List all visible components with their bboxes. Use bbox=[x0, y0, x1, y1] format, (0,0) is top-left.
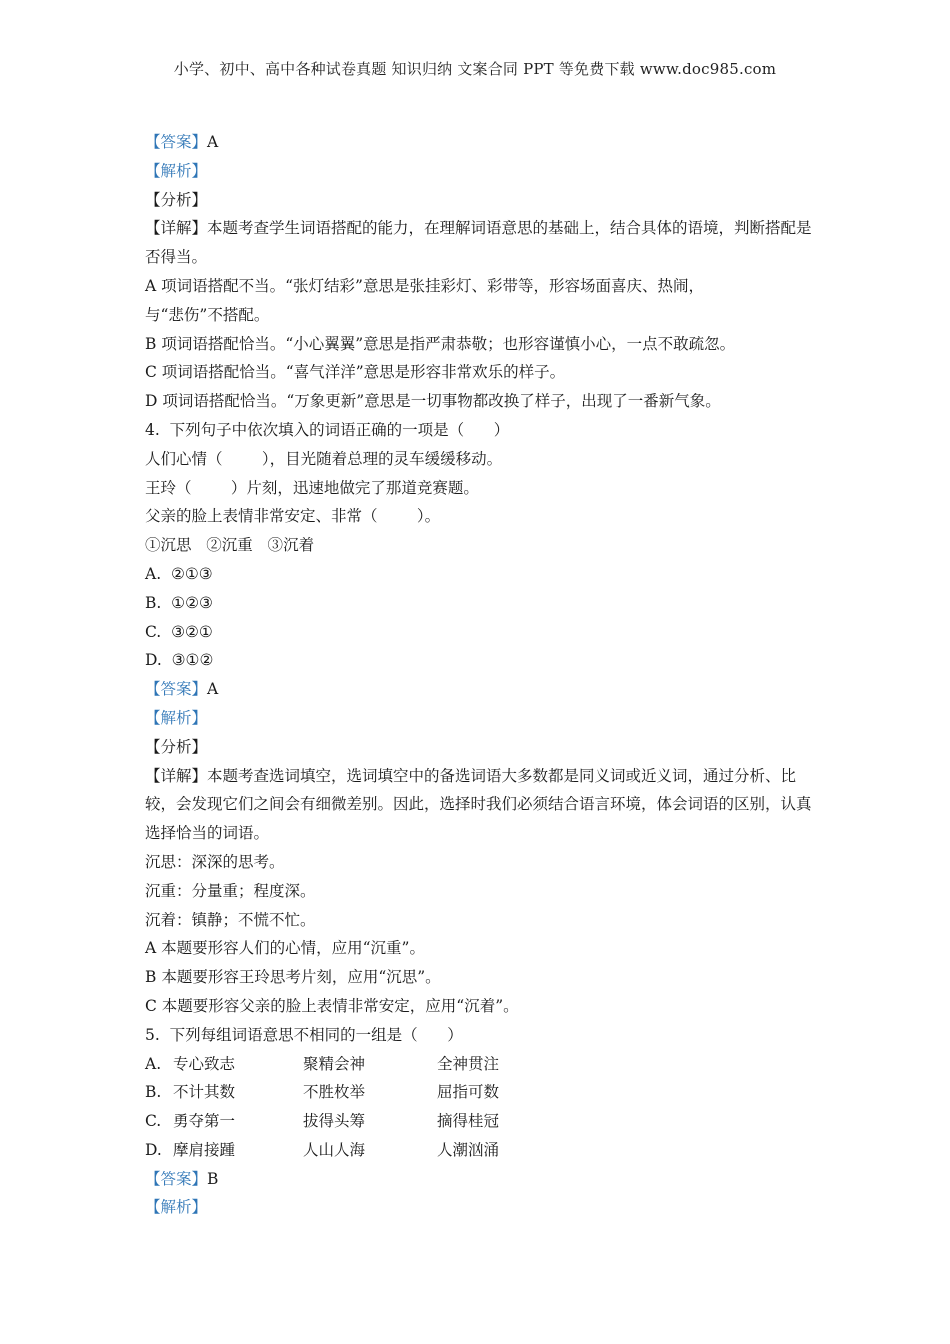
option-word: 全神贯注 bbox=[437, 1054, 500, 1073]
option-word: 不胜枚举 bbox=[303, 1083, 366, 1102]
page-header: 小学、初中、高中各种试卷真题 知识归纳 文案合同 PPT 等免费下载 www.doc985.com bbox=[173, 60, 777, 78]
explanation-line: 沉思：深深的思考。 bbox=[145, 852, 285, 871]
question-sentence: 父亲的脸上表情非常安定、非常（ ）。 bbox=[145, 507, 441, 526]
analysis-line bbox=[145, 157, 815, 186]
option-word: 聚精会神 bbox=[303, 1054, 366, 1073]
option-word: 人潮汹涌 bbox=[437, 1140, 500, 1159]
option-word: 屈指可数 bbox=[437, 1083, 500, 1102]
question-sentence: 人们心情（ ），目光随着总理的灵车缓缓移动。 bbox=[145, 449, 503, 468]
explanation-line: C 本题要形容父亲的脸上表情非常安定，应用“沉着”。 bbox=[145, 996, 519, 1015]
option-b bbox=[145, 1078, 815, 1107]
explanation-line: C 项词语搭配恰当。“喜气洋洋”意思是形容非常欢乐的样子。 bbox=[145, 363, 566, 382]
answer-value: A bbox=[207, 133, 219, 151]
answer-tag: 【答案】 bbox=[145, 133, 208, 151]
fenxi-line bbox=[145, 733, 815, 762]
option-d: D. ③①② bbox=[145, 651, 214, 670]
option-d bbox=[145, 1136, 815, 1165]
option-a bbox=[145, 1050, 815, 1079]
option-label: B. bbox=[145, 1083, 162, 1102]
detail-paragraph bbox=[145, 214, 815, 272]
analysis-tag: 【解析】 bbox=[145, 161, 208, 180]
explanation-line: B 本题要形容王玲思考片刻，应用“沉思”。 bbox=[145, 968, 441, 987]
question-stem: 4. 下列句子中依次填入的词语正确的一项是（ ） bbox=[145, 420, 510, 439]
fenxi-tag: 【分析】 bbox=[145, 737, 208, 756]
option-a: A. ②①③ bbox=[145, 564, 213, 583]
option-word: 人山人海 bbox=[303, 1140, 366, 1159]
option-label: C. bbox=[145, 1112, 162, 1131]
explanation-line: D 项词语搭配恰当。“万象更新”意思是一切事物都改换了样子，出现了一番新气象。 bbox=[145, 392, 721, 411]
answer-tag: 【答案】 bbox=[145, 1169, 208, 1188]
option-word: 不计其数 bbox=[173, 1083, 236, 1102]
analysis-line bbox=[145, 1193, 815, 1222]
explanation-line: 沉着：镇静；不慌不忙。 bbox=[145, 910, 316, 929]
option-word: 拔得头筹 bbox=[303, 1112, 366, 1131]
option-word: 勇夺第一 bbox=[173, 1112, 236, 1131]
analysis-tag: 【解析】 bbox=[145, 708, 208, 727]
answer-value: A bbox=[207, 680, 219, 699]
explanation-line: 与“悲伤”不搭配。 bbox=[145, 305, 270, 324]
detail-text: 本题考查选词填空，选词填空中的备选词语大多数都是同义词或近义词，通过分析、比较，会发现它们之间会有细微差别。因此，选择时我们必须结合语言环境，体会词语的区别，认真选择恰当的词语。 bbox=[145, 766, 812, 843]
answer-line bbox=[145, 675, 815, 704]
answer-value: B bbox=[207, 1169, 219, 1188]
explanation-line: A 项词语搭配不当。“张灯结彩”意思是张挂彩灯、彩带等，形容场面喜庆、热闹， bbox=[145, 276, 704, 295]
option-word: 摩肩接踵 bbox=[173, 1140, 236, 1159]
question-sentence: 王玲（ ）片刻，迅速地做完了那道竞赛题。 bbox=[145, 478, 479, 497]
option-label: D. bbox=[145, 1140, 162, 1159]
detail-tag: 【详解】 bbox=[145, 219, 208, 238]
explanation-line: B 项词语搭配恰当。“小心翼翼”意思是指严肃恭敬；也形容谨慎小心，一点不敢疏忽。 bbox=[145, 334, 736, 353]
fenxi-line bbox=[145, 186, 815, 215]
detail-text: 本题考查学生词语搭配的能力，在理解词语意思的基础上，结合具体的语境，判断搭配是否得当。 bbox=[145, 219, 812, 267]
option-word: 摘得桂冠 bbox=[437, 1112, 500, 1131]
option-c: C. ③②① bbox=[145, 622, 213, 641]
explanation-line: A 本题要形容人们的心情，应用“沉重”。 bbox=[145, 939, 425, 958]
option-b: B. ①②③ bbox=[145, 593, 213, 612]
analysis-line bbox=[145, 704, 815, 733]
fenxi-tag: 【分析】 bbox=[145, 190, 208, 209]
answer-tag: 【答案】 bbox=[145, 680, 208, 699]
option-label: A. bbox=[145, 1054, 162, 1073]
document-body bbox=[145, 128, 815, 1222]
question-stem: 5. 下列每组词语意思不相同的一组是（ ） bbox=[145, 1025, 463, 1044]
detail-tag: 【详解】 bbox=[145, 766, 208, 785]
option-word: 专心致志 bbox=[173, 1054, 236, 1073]
explanation-line: 沉重：分量重；程度深。 bbox=[145, 881, 316, 900]
option-c bbox=[145, 1107, 815, 1136]
answer-line bbox=[145, 128, 815, 157]
analysis-tag: 【解析】 bbox=[145, 1198, 208, 1217]
word-choices: ①沉思 ②沉重 ③沉着 bbox=[145, 536, 315, 555]
detail-paragraph bbox=[145, 762, 815, 848]
answer-line bbox=[145, 1165, 815, 1194]
